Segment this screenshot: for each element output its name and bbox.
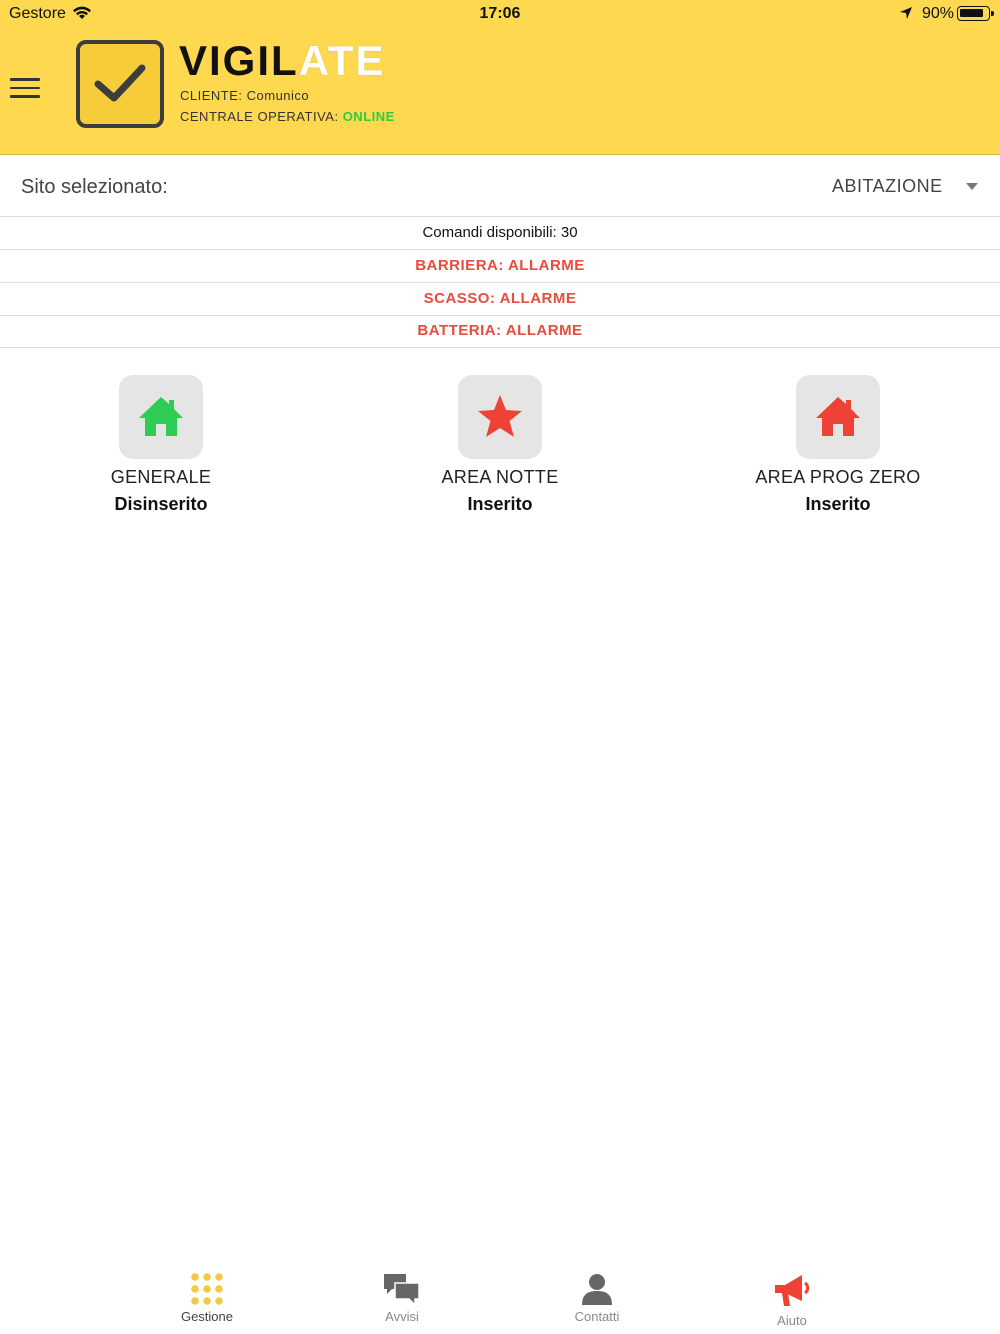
area-name: AREA PROG ZERO [755,467,921,487]
clock: 17:06 [479,5,521,22]
site-dropdown[interactable] [820,156,1000,217]
status-bar [0,0,1000,28]
site-label: Sito selezionato: [21,176,168,198]
tab-label: Contatti [574,1309,620,1324]
area-name: AREA NOTTE [441,467,559,487]
available-commands: Comandi disponibili: 30 [0,217,1000,250]
tab-gestione[interactable] [147,1272,267,1324]
tab-label: Avvisi [385,1309,419,1324]
online-badge: ONLINE [342,109,395,124]
star-icon [458,375,542,459]
area-state: Inserito [467,494,533,514]
chat-bubbles-icon [383,1272,421,1306]
chevron-down-icon [966,183,978,190]
area-generale[interactable] [21,375,301,515]
alarm-batteria: BATTERIA: ALLARME [0,315,1000,348]
battery-percent: 90% [922,5,955,22]
app-header [0,0,1000,155]
app-logo-icon [76,40,164,128]
home-icon [796,375,880,459]
area-name: GENERALE [110,467,212,487]
tab-label: Aiuto [777,1313,807,1328]
grid-dots-icon [190,1272,224,1306]
carrier-name: Gestore [9,5,66,22]
area-state: Disinserito [114,494,208,514]
centrale-status: CENTRALE OPERATIVA: ONLINE [180,109,395,124]
area-state: Inserito [805,494,871,514]
battery-level [960,9,983,17]
tab-label: Gestione [180,1309,234,1324]
megaphone-icon [772,1272,812,1310]
battery-icon [957,6,990,21]
site-selected-value: ABITAZIONE [832,176,943,196]
person-icon [580,1272,614,1306]
tab-avvisi[interactable] [342,1272,462,1324]
alarm-scasso: SCASSO: ALLARME [0,283,1000,316]
tab-aiuto[interactable] [732,1272,852,1328]
tab-contatti[interactable] [537,1272,657,1324]
home-icon [119,375,203,459]
site-selector-row [0,156,1000,217]
brand-name: VIGILATE [179,37,386,84]
area-prog-zero[interactable] [698,375,978,515]
hamburger-menu-icon[interactable] [10,78,40,102]
tab-bar [0,1264,1000,1334]
area-notte[interactable] [360,375,640,515]
client-label: CLIENTE: Comunico [180,88,310,103]
location-arrow-icon [898,5,914,26]
alarm-barriera: BARRIERA: ALLARME [0,250,1000,283]
